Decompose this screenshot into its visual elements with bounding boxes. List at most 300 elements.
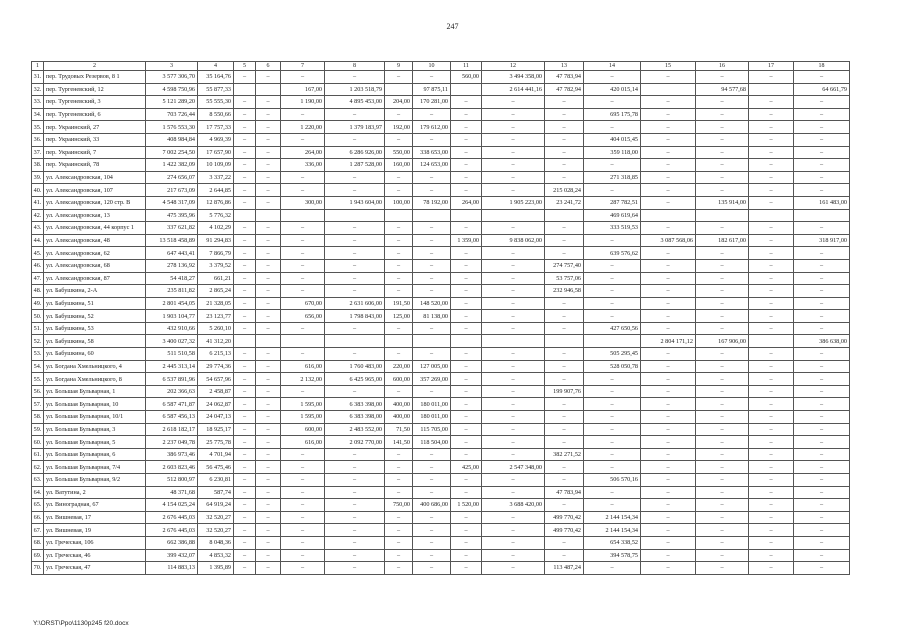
- value-cell: –: [749, 423, 794, 436]
- address-cell: ул. Александровская, 44 корпус 1: [44, 222, 146, 235]
- value-cell: –: [641, 272, 696, 285]
- value-cell: 1 203 518,79: [325, 83, 385, 96]
- value-cell: 47 783,94: [545, 486, 584, 499]
- value-cell: 135 914,00: [696, 196, 749, 209]
- value-cell: –: [256, 385, 281, 398]
- value-cell: –: [256, 108, 281, 121]
- value-cell: –: [451, 423, 482, 436]
- value-cell: –: [545, 474, 584, 487]
- value-cell: –: [234, 196, 256, 209]
- table-row: [32, 285, 850, 298]
- value-cell: –: [584, 121, 641, 134]
- table-row: [32, 360, 850, 373]
- value-cell: 2 092 770,00: [325, 436, 385, 449]
- value-cell: 338 653,00: [413, 146, 451, 159]
- value-cell: –: [385, 474, 413, 487]
- value-cell: –: [256, 461, 281, 474]
- value-cell: –: [794, 549, 850, 562]
- value-cell: –: [794, 461, 850, 474]
- value-cell: –: [584, 411, 641, 424]
- column-header: 13: [545, 62, 584, 71]
- value-cell: [234, 209, 256, 222]
- column-header: 4: [198, 62, 234, 71]
- value-cell: –: [545, 423, 584, 436]
- value-cell: –: [794, 247, 850, 260]
- value-cell: –: [545, 121, 584, 134]
- value-cell: 4 548 317,09: [146, 196, 198, 209]
- value-cell: –: [234, 146, 256, 159]
- value-cell: –: [584, 562, 641, 575]
- table-row: [32, 511, 850, 524]
- value-cell: 5 121 289,20: [146, 96, 198, 109]
- value-cell: 278 136,92: [146, 259, 198, 272]
- value-cell: –: [749, 121, 794, 134]
- row-number-cell: 37.: [32, 146, 44, 159]
- value-cell: 475 395,96: [146, 209, 198, 222]
- value-cell: –: [749, 511, 794, 524]
- value-cell: –: [641, 562, 696, 575]
- value-cell: 6 230,81: [198, 474, 234, 487]
- value-cell: –: [385, 448, 413, 461]
- address-cell: ул. Александровская, 62: [44, 247, 146, 260]
- value-cell: –: [794, 348, 850, 361]
- value-cell: 167,00: [281, 83, 325, 96]
- address-cell: ул. Александровская, 48: [44, 234, 146, 247]
- address-cell: ул. Большая Бульварная, 5: [44, 436, 146, 449]
- row-number-cell: 31.: [32, 71, 44, 84]
- value-cell: [545, 335, 584, 348]
- value-cell: –: [451, 549, 482, 562]
- table-row: [32, 171, 850, 184]
- value-cell: –: [256, 398, 281, 411]
- value-cell: –: [794, 474, 850, 487]
- value-cell: 271 318,85: [584, 171, 641, 184]
- value-cell: 404 015,45: [584, 133, 641, 146]
- value-cell: –: [749, 385, 794, 398]
- value-cell: 170 281,00: [413, 96, 451, 109]
- row-number-cell: 42.: [32, 209, 44, 222]
- value-cell: –: [482, 549, 545, 562]
- value-cell: –: [545, 247, 584, 260]
- address-cell: ул. Богдана Хмельницкого, 4: [44, 360, 146, 373]
- value-cell: –: [256, 373, 281, 386]
- table-row: [32, 562, 850, 575]
- value-cell: –: [385, 222, 413, 235]
- value-cell: 191,50: [385, 297, 413, 310]
- address-cell: ул. Вишневая, 17: [44, 511, 146, 524]
- value-cell: –: [413, 222, 451, 235]
- row-number-cell: 60.: [32, 436, 44, 449]
- value-cell: –: [545, 133, 584, 146]
- value-cell: –: [451, 184, 482, 197]
- value-cell: –: [234, 486, 256, 499]
- value-cell: –: [641, 322, 696, 335]
- value-cell: 399 432,07: [146, 549, 198, 562]
- row-number-cell: 58.: [32, 411, 44, 424]
- value-cell: –: [545, 310, 584, 323]
- value-cell: –: [641, 385, 696, 398]
- value-cell: –: [325, 108, 385, 121]
- value-cell: 499 770,42: [545, 511, 584, 524]
- value-cell: –: [234, 524, 256, 537]
- row-number-cell: 61.: [32, 448, 44, 461]
- value-cell: 32 520,27: [198, 524, 234, 537]
- address-cell: ул. Богдана Хмельницкого, 8: [44, 373, 146, 386]
- table-row: [32, 423, 850, 436]
- value-cell: 17 757,33: [198, 121, 234, 134]
- value-cell: –: [482, 373, 545, 386]
- row-number-cell: 67.: [32, 524, 44, 537]
- value-cell: 23 123,77: [198, 310, 234, 323]
- column-header: 7: [281, 62, 325, 71]
- value-cell: –: [451, 524, 482, 537]
- value-cell: –: [641, 133, 696, 146]
- column-header: 14: [584, 62, 641, 71]
- address-cell: ул. Бабушкина, 2-А: [44, 285, 146, 298]
- value-cell: 141,50: [385, 436, 413, 449]
- row-number-cell: 70.: [32, 562, 44, 575]
- value-cell: –: [749, 272, 794, 285]
- value-cell: 425,00: [451, 461, 482, 474]
- table-row: [32, 108, 850, 121]
- value-cell: –: [451, 486, 482, 499]
- value-cell: 2 801 454,05: [146, 297, 198, 310]
- value-cell: –: [413, 234, 451, 247]
- column-header: 18: [794, 62, 850, 71]
- value-cell: 9 838 062,00: [482, 234, 545, 247]
- value-cell: –: [413, 259, 451, 272]
- value-cell: [413, 335, 451, 348]
- value-cell: –: [482, 423, 545, 436]
- value-cell: 180 011,00: [413, 398, 451, 411]
- value-cell: –: [234, 348, 256, 361]
- value-cell: –: [385, 486, 413, 499]
- address-cell: ул. Ватутина, 2: [44, 486, 146, 499]
- value-cell: –: [234, 360, 256, 373]
- row-number-cell: 54.: [32, 360, 44, 373]
- value-cell: 8 550,66: [198, 108, 234, 121]
- value-cell: –: [584, 436, 641, 449]
- value-cell: 654 338,52: [584, 536, 641, 549]
- value-cell: –: [482, 348, 545, 361]
- value-cell: –: [325, 272, 385, 285]
- table-row: [32, 209, 850, 222]
- value-cell: 202 366,63: [146, 385, 198, 398]
- value-cell: –: [482, 310, 545, 323]
- value-cell: 2 144 154,34: [584, 511, 641, 524]
- value-cell: –: [385, 562, 413, 575]
- value-cell: 2 676 445,03: [146, 524, 198, 537]
- value-cell: –: [234, 373, 256, 386]
- value-cell: 182 617,00: [696, 234, 749, 247]
- address-cell: ул. Большая Бульварная, 1: [44, 385, 146, 398]
- address-cell: пер. Трудовых Резервов, 8 1: [44, 71, 146, 84]
- value-cell: 54 418,27: [146, 272, 198, 285]
- column-header: 8: [325, 62, 385, 71]
- value-cell: –: [413, 461, 451, 474]
- value-cell: –: [385, 247, 413, 260]
- value-cell: –: [234, 159, 256, 172]
- value-cell: –: [794, 222, 850, 235]
- value-cell: 6 425 965,00: [325, 373, 385, 386]
- value-cell: –: [234, 536, 256, 549]
- value-cell: –: [256, 234, 281, 247]
- value-cell: 167 906,00: [696, 335, 749, 348]
- value-cell: 12 876,86: [198, 196, 234, 209]
- value-cell: –: [794, 159, 850, 172]
- value-cell: –: [234, 184, 256, 197]
- value-cell: –: [385, 549, 413, 562]
- value-cell: –: [281, 499, 325, 512]
- value-cell: –: [794, 146, 850, 159]
- value-cell: 91 294,83: [198, 234, 234, 247]
- value-cell: 469 619,64: [584, 209, 641, 222]
- table-row: [32, 121, 850, 134]
- value-cell: –: [696, 461, 749, 474]
- table-row: [32, 348, 850, 361]
- value-cell: –: [256, 474, 281, 487]
- value-cell: 287 782,51: [584, 196, 641, 209]
- value-cell: –: [749, 171, 794, 184]
- value-cell: –: [281, 234, 325, 247]
- value-cell: –: [794, 108, 850, 121]
- row-number-cell: 50.: [32, 310, 44, 323]
- value-cell: 161 483,00: [794, 196, 850, 209]
- value-cell: 274 656,07: [146, 171, 198, 184]
- value-cell: 3 577 306,70: [146, 71, 198, 84]
- value-cell: 4 969,39: [198, 133, 234, 146]
- value-cell: [749, 335, 794, 348]
- value-cell: –: [256, 196, 281, 209]
- value-cell: 616,00: [281, 360, 325, 373]
- row-number-cell: 65.: [32, 499, 44, 512]
- column-header: 17: [749, 62, 794, 71]
- value-cell: –: [234, 474, 256, 487]
- value-cell: –: [696, 373, 749, 386]
- value-cell: –: [641, 71, 696, 84]
- value-cell: –: [749, 448, 794, 461]
- value-cell: –: [256, 146, 281, 159]
- value-cell: –: [584, 310, 641, 323]
- value-cell: –: [545, 222, 584, 235]
- value-cell: 6 215,13: [198, 348, 234, 361]
- value-cell: –: [584, 184, 641, 197]
- table-row: [32, 146, 850, 159]
- value-cell: –: [641, 159, 696, 172]
- value-cell: –: [641, 448, 696, 461]
- value-cell: –: [584, 71, 641, 84]
- value-cell: 408 984,84: [146, 133, 198, 146]
- value-cell: 235 811,82: [146, 285, 198, 298]
- value-cell: –: [413, 486, 451, 499]
- value-cell: 4 853,32: [198, 549, 234, 562]
- value-cell: 8 048,36: [198, 536, 234, 549]
- value-cell: –: [482, 524, 545, 537]
- value-cell: 656,00: [281, 310, 325, 323]
- value-cell: –: [451, 536, 482, 549]
- value-cell: –: [641, 222, 696, 235]
- value-cell: –: [256, 322, 281, 335]
- value-cell: 550,00: [385, 146, 413, 159]
- value-cell: –: [545, 171, 584, 184]
- table-row: [32, 524, 850, 537]
- value-cell: 661,21: [198, 272, 234, 285]
- value-cell: –: [794, 385, 850, 398]
- table-row: [32, 461, 850, 474]
- value-cell: –: [234, 259, 256, 272]
- row-number-cell: 56.: [32, 385, 44, 398]
- value-cell: –: [281, 536, 325, 549]
- row-number-cell: 44.: [32, 234, 44, 247]
- value-cell: –: [749, 360, 794, 373]
- value-cell: –: [385, 524, 413, 537]
- value-cell: 41 312,20: [198, 335, 234, 348]
- table-row: [32, 322, 850, 335]
- value-cell: –: [482, 133, 545, 146]
- value-cell: –: [256, 486, 281, 499]
- row-number-cell: 43.: [32, 222, 44, 235]
- value-cell: 6 383 398,00: [325, 398, 385, 411]
- value-cell: –: [325, 499, 385, 512]
- value-cell: –: [696, 146, 749, 159]
- value-cell: –: [325, 348, 385, 361]
- value-cell: –: [234, 310, 256, 323]
- value-cell: –: [482, 360, 545, 373]
- value-cell: –: [256, 436, 281, 449]
- row-number-cell: 39.: [32, 171, 44, 184]
- row-number-cell: 38.: [32, 159, 44, 172]
- value-cell: 56 475,46: [198, 461, 234, 474]
- value-cell: 300,00: [281, 196, 325, 209]
- value-cell: –: [545, 108, 584, 121]
- table-row: [32, 411, 850, 424]
- value-cell: [641, 209, 696, 222]
- value-cell: [325, 209, 385, 222]
- address-cell: ул. Греческая, 47: [44, 562, 146, 575]
- value-cell: –: [451, 385, 482, 398]
- value-cell: –: [451, 322, 482, 335]
- value-cell: 53 757,06: [545, 272, 584, 285]
- value-cell: –: [451, 108, 482, 121]
- value-cell: –: [413, 562, 451, 575]
- address-cell: ул. Александровская, 107: [44, 184, 146, 197]
- value-cell: –: [325, 562, 385, 575]
- value-cell: [256, 83, 281, 96]
- value-cell: –: [545, 234, 584, 247]
- value-cell: –: [482, 121, 545, 134]
- value-cell: –: [234, 322, 256, 335]
- table-row: [32, 486, 850, 499]
- value-cell: –: [413, 272, 451, 285]
- value-cell: –: [584, 398, 641, 411]
- value-cell: –: [794, 411, 850, 424]
- value-cell: –: [482, 247, 545, 260]
- value-cell: –: [281, 385, 325, 398]
- value-cell: –: [584, 499, 641, 512]
- value-cell: –: [696, 96, 749, 109]
- address-cell: ул. Александровская, 68: [44, 259, 146, 272]
- value-cell: 81 138,00: [413, 310, 451, 323]
- value-cell: –: [696, 297, 749, 310]
- value-cell: –: [256, 524, 281, 537]
- value-cell: 695 175,78: [584, 108, 641, 121]
- value-cell: 199 907,76: [545, 385, 584, 398]
- value-cell: –: [545, 549, 584, 562]
- table-row: [32, 247, 850, 260]
- value-cell: 13 518 458,89: [146, 234, 198, 247]
- value-cell: –: [234, 499, 256, 512]
- value-cell: 600,00: [385, 373, 413, 386]
- value-cell: –: [325, 486, 385, 499]
- value-cell: 1 798 843,00: [325, 310, 385, 323]
- value-cell: –: [545, 297, 584, 310]
- value-cell: –: [256, 499, 281, 512]
- value-cell: –: [696, 159, 749, 172]
- address-cell: ул. Бабушкина, 58: [44, 335, 146, 348]
- value-cell: –: [749, 549, 794, 562]
- value-cell: –: [641, 184, 696, 197]
- value-cell: –: [234, 448, 256, 461]
- value-cell: 47 782,94: [545, 83, 584, 96]
- value-cell: 2 458,87: [198, 385, 234, 398]
- value-cell: –: [641, 423, 696, 436]
- value-cell: –: [482, 171, 545, 184]
- value-cell: 2 144 154,34: [584, 524, 641, 537]
- value-cell: –: [584, 373, 641, 386]
- value-cell: 6 286 926,00: [325, 146, 385, 159]
- value-cell: –: [281, 184, 325, 197]
- value-cell: –: [749, 96, 794, 109]
- value-cell: [482, 209, 545, 222]
- value-cell: 3 087 568,06: [641, 234, 696, 247]
- value-cell: –: [281, 562, 325, 575]
- value-cell: –: [451, 96, 482, 109]
- value-cell: –: [234, 171, 256, 184]
- value-cell: –: [385, 171, 413, 184]
- column-header: 1: [32, 62, 44, 71]
- value-cell: –: [256, 133, 281, 146]
- address-cell: пер. Украинский, 78: [44, 159, 146, 172]
- value-cell: –: [641, 499, 696, 512]
- value-cell: 148 520,00: [413, 297, 451, 310]
- column-header: 16: [696, 62, 749, 71]
- value-cell: –: [749, 71, 794, 84]
- value-cell: –: [385, 234, 413, 247]
- value-cell: 160,00: [385, 159, 413, 172]
- table-row: [32, 310, 850, 323]
- value-cell: –: [234, 398, 256, 411]
- value-cell: 333 519,53: [584, 222, 641, 235]
- value-cell: –: [749, 499, 794, 512]
- value-cell: –: [325, 133, 385, 146]
- value-cell: –: [794, 360, 850, 373]
- value-cell: 2 237 049,78: [146, 436, 198, 449]
- value-cell: –: [385, 511, 413, 524]
- value-cell: –: [696, 385, 749, 398]
- value-cell: 400,00: [385, 398, 413, 411]
- value-cell: –: [545, 348, 584, 361]
- value-cell: –: [482, 222, 545, 235]
- value-cell: –: [749, 196, 794, 209]
- value-cell: –: [385, 133, 413, 146]
- value-cell: –: [413, 524, 451, 537]
- value-cell: –: [325, 461, 385, 474]
- value-cell: –: [584, 385, 641, 398]
- value-cell: 670,00: [281, 297, 325, 310]
- value-cell: [385, 335, 413, 348]
- value-cell: –: [281, 285, 325, 298]
- value-cell: –: [234, 234, 256, 247]
